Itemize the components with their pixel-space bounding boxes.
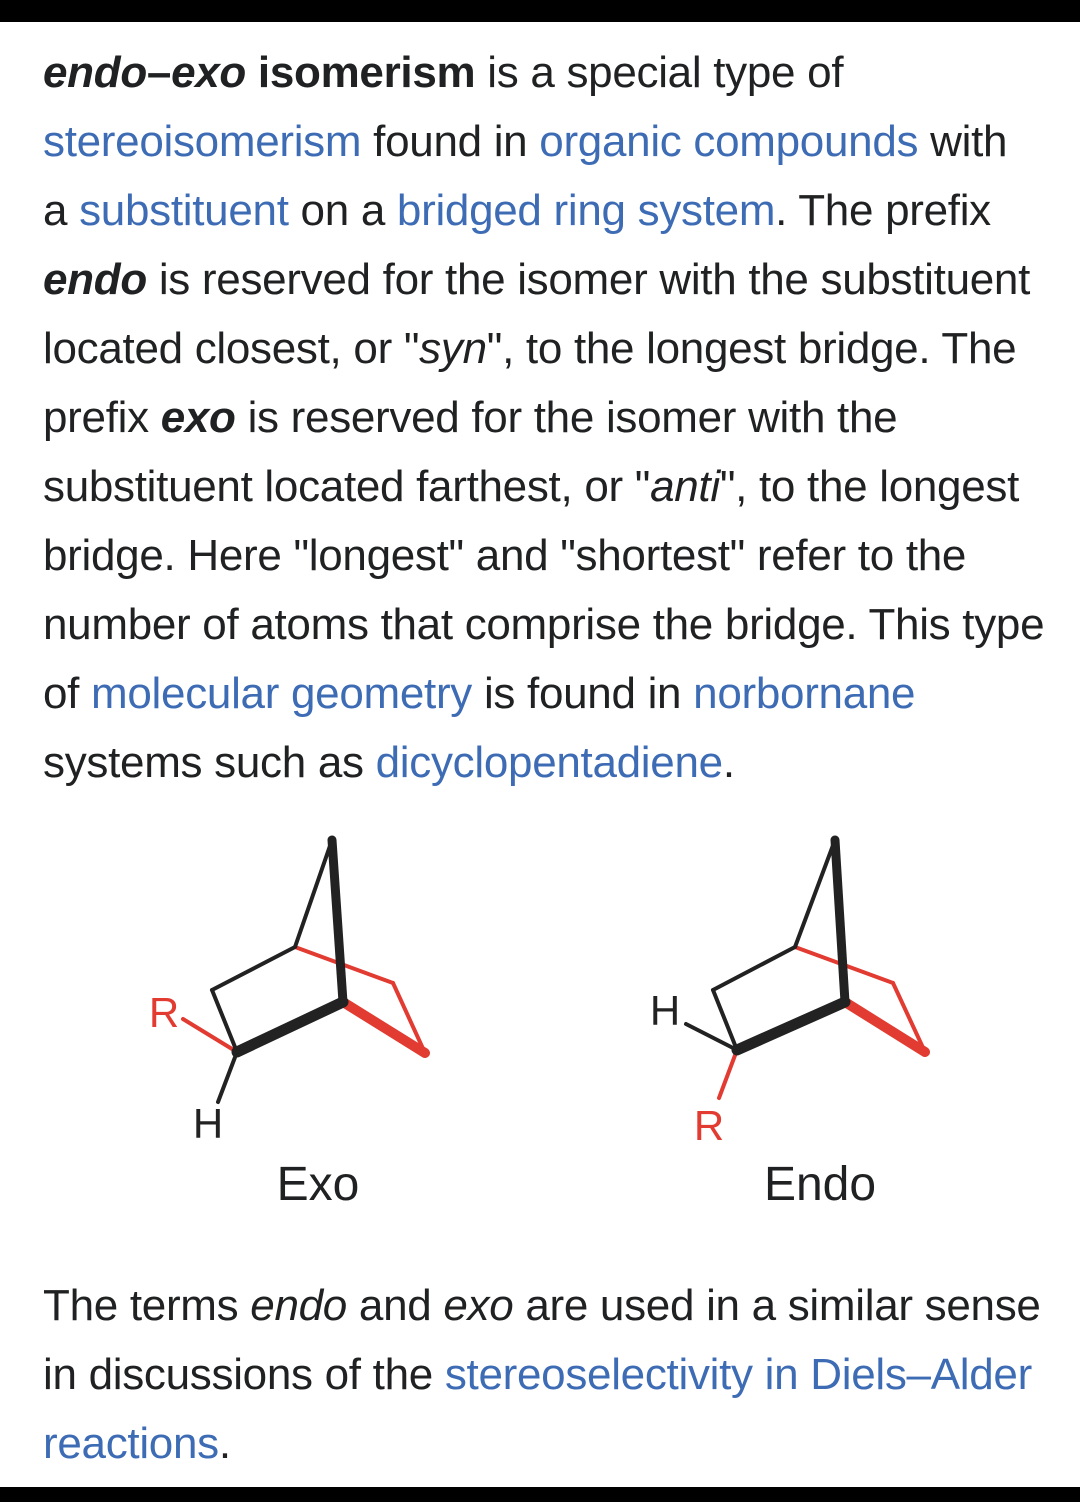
text-line — [43, 521, 1060, 590]
wiki-link[interactable]: molecular geometry — [91, 669, 473, 718]
text-segment: is reserved for the isomer with the — [235, 393, 898, 442]
text-segment: prefix — [43, 393, 161, 442]
text-line — [43, 1340, 1060, 1409]
text-line — [43, 1409, 1060, 1478]
text-segment: are used in a similar sense — [513, 1281, 1041, 1330]
text-segment: endo — [250, 1281, 347, 1330]
endo-caption: Endo — [763, 1158, 877, 1211]
exo-structure — [149, 840, 425, 1211]
bond-r-substituent — [719, 1050, 737, 1098]
exo-bottom-substituent-label: H — [192, 1100, 224, 1147]
text-segment: and — [346, 1281, 444, 1330]
text-segment: ", to the longest bridge. The — [486, 324, 1017, 373]
wiki-link[interactable]: bridged ring system — [396, 186, 776, 235]
article-body — [0, 22, 1080, 1478]
text-line — [43, 383, 1060, 452]
top-black-bar — [0, 0, 1080, 22]
text-segment: of — [43, 669, 92, 718]
text-segment: . The prefix — [775, 186, 991, 235]
text-segment: . — [218, 1419, 231, 1468]
exo-side-substituent-label: R — [148, 989, 180, 1036]
bond-c5-c4-wedge — [237, 1002, 343, 1052]
text-segment: – — [146, 48, 172, 97]
text-segment: a — [43, 186, 80, 235]
text-segment: number of atoms that comprise the bridge. This type — [43, 600, 1045, 649]
article-paragraph-terms — [0, 1271, 1080, 1478]
text-segment: systems such as — [43, 738, 376, 787]
bond-apex-c1 — [295, 840, 332, 947]
text-segment: isomerism — [246, 48, 476, 97]
text-line — [43, 452, 1060, 521]
text-segment: is found in — [472, 669, 694, 718]
text-segment: located closest, or " — [43, 324, 420, 373]
wiki-link[interactable]: norbornane — [693, 669, 916, 718]
wiki-link[interactable]: stereoselectivity in Diels–Alder — [444, 1350, 1032, 1399]
text-segment: in discussions of the — [43, 1350, 445, 1399]
text-line — [43, 314, 1060, 383]
text-segment: syn — [419, 324, 487, 373]
text-segment: exo — [160, 393, 236, 442]
text-segment: on a — [288, 186, 397, 235]
exo-caption: Exo — [276, 1158, 360, 1211]
text-line — [43, 176, 1060, 245]
wiki-link[interactable]: organic compounds — [539, 117, 919, 166]
endo-side-substituent-label: H — [649, 987, 681, 1034]
text-segment: anti — [650, 462, 720, 511]
text-segment: exo — [171, 48, 246, 97]
text-segment: substituent located farthest, or " — [43, 462, 651, 511]
text-line — [43, 590, 1060, 659]
text-line — [43, 245, 1060, 314]
text-segment: is reserved for the isomer with the substituent — [146, 255, 1031, 304]
bond-apex-c4-bold — [332, 840, 343, 1002]
text-segment: bridge. Here "longest" and "shortest" refer to the — [43, 531, 967, 580]
bottom-black-bar — [0, 1487, 1080, 1502]
wiki-link[interactable]: dicyclopentadiene — [375, 738, 723, 787]
bond-c1-c6 — [212, 947, 295, 990]
text-line — [43, 659, 1060, 728]
text-segment: endo — [43, 48, 147, 97]
endo-bottom-substituent-label: R — [693, 1102, 725, 1149]
text-segment: The terms — [43, 1281, 251, 1330]
wiki-link[interactable]: stereoisomerism — [43, 117, 362, 166]
text-line — [43, 107, 1060, 176]
norbornane-isomer-figure[interactable] — [0, 820, 1080, 1215]
bond-apex-c4-bold — [835, 840, 845, 1002]
text-line — [43, 1271, 1060, 1340]
text-line — [43, 728, 1060, 797]
text-segment: is a special type of — [475, 48, 844, 97]
bond-c5-c4-wedge — [737, 1002, 845, 1050]
bond-c1-c6 — [713, 947, 795, 990]
text-segment: exo — [443, 1281, 514, 1330]
endo-structure — [650, 840, 925, 1211]
bond-apex-c1 — [795, 840, 835, 947]
bond-h-substituent — [218, 1052, 237, 1102]
text-segment: ", to the longest — [719, 462, 1020, 511]
text-line — [43, 38, 1060, 107]
text-segment: found in — [361, 117, 540, 166]
article-paragraph-lead — [0, 38, 1080, 797]
text-segment: . — [722, 738, 735, 787]
text-segment: endo — [43, 255, 147, 304]
text-segment: with — [918, 117, 1008, 166]
wiki-link[interactable]: reactions — [43, 1419, 219, 1468]
wiki-link[interactable]: substituent — [79, 186, 289, 235]
